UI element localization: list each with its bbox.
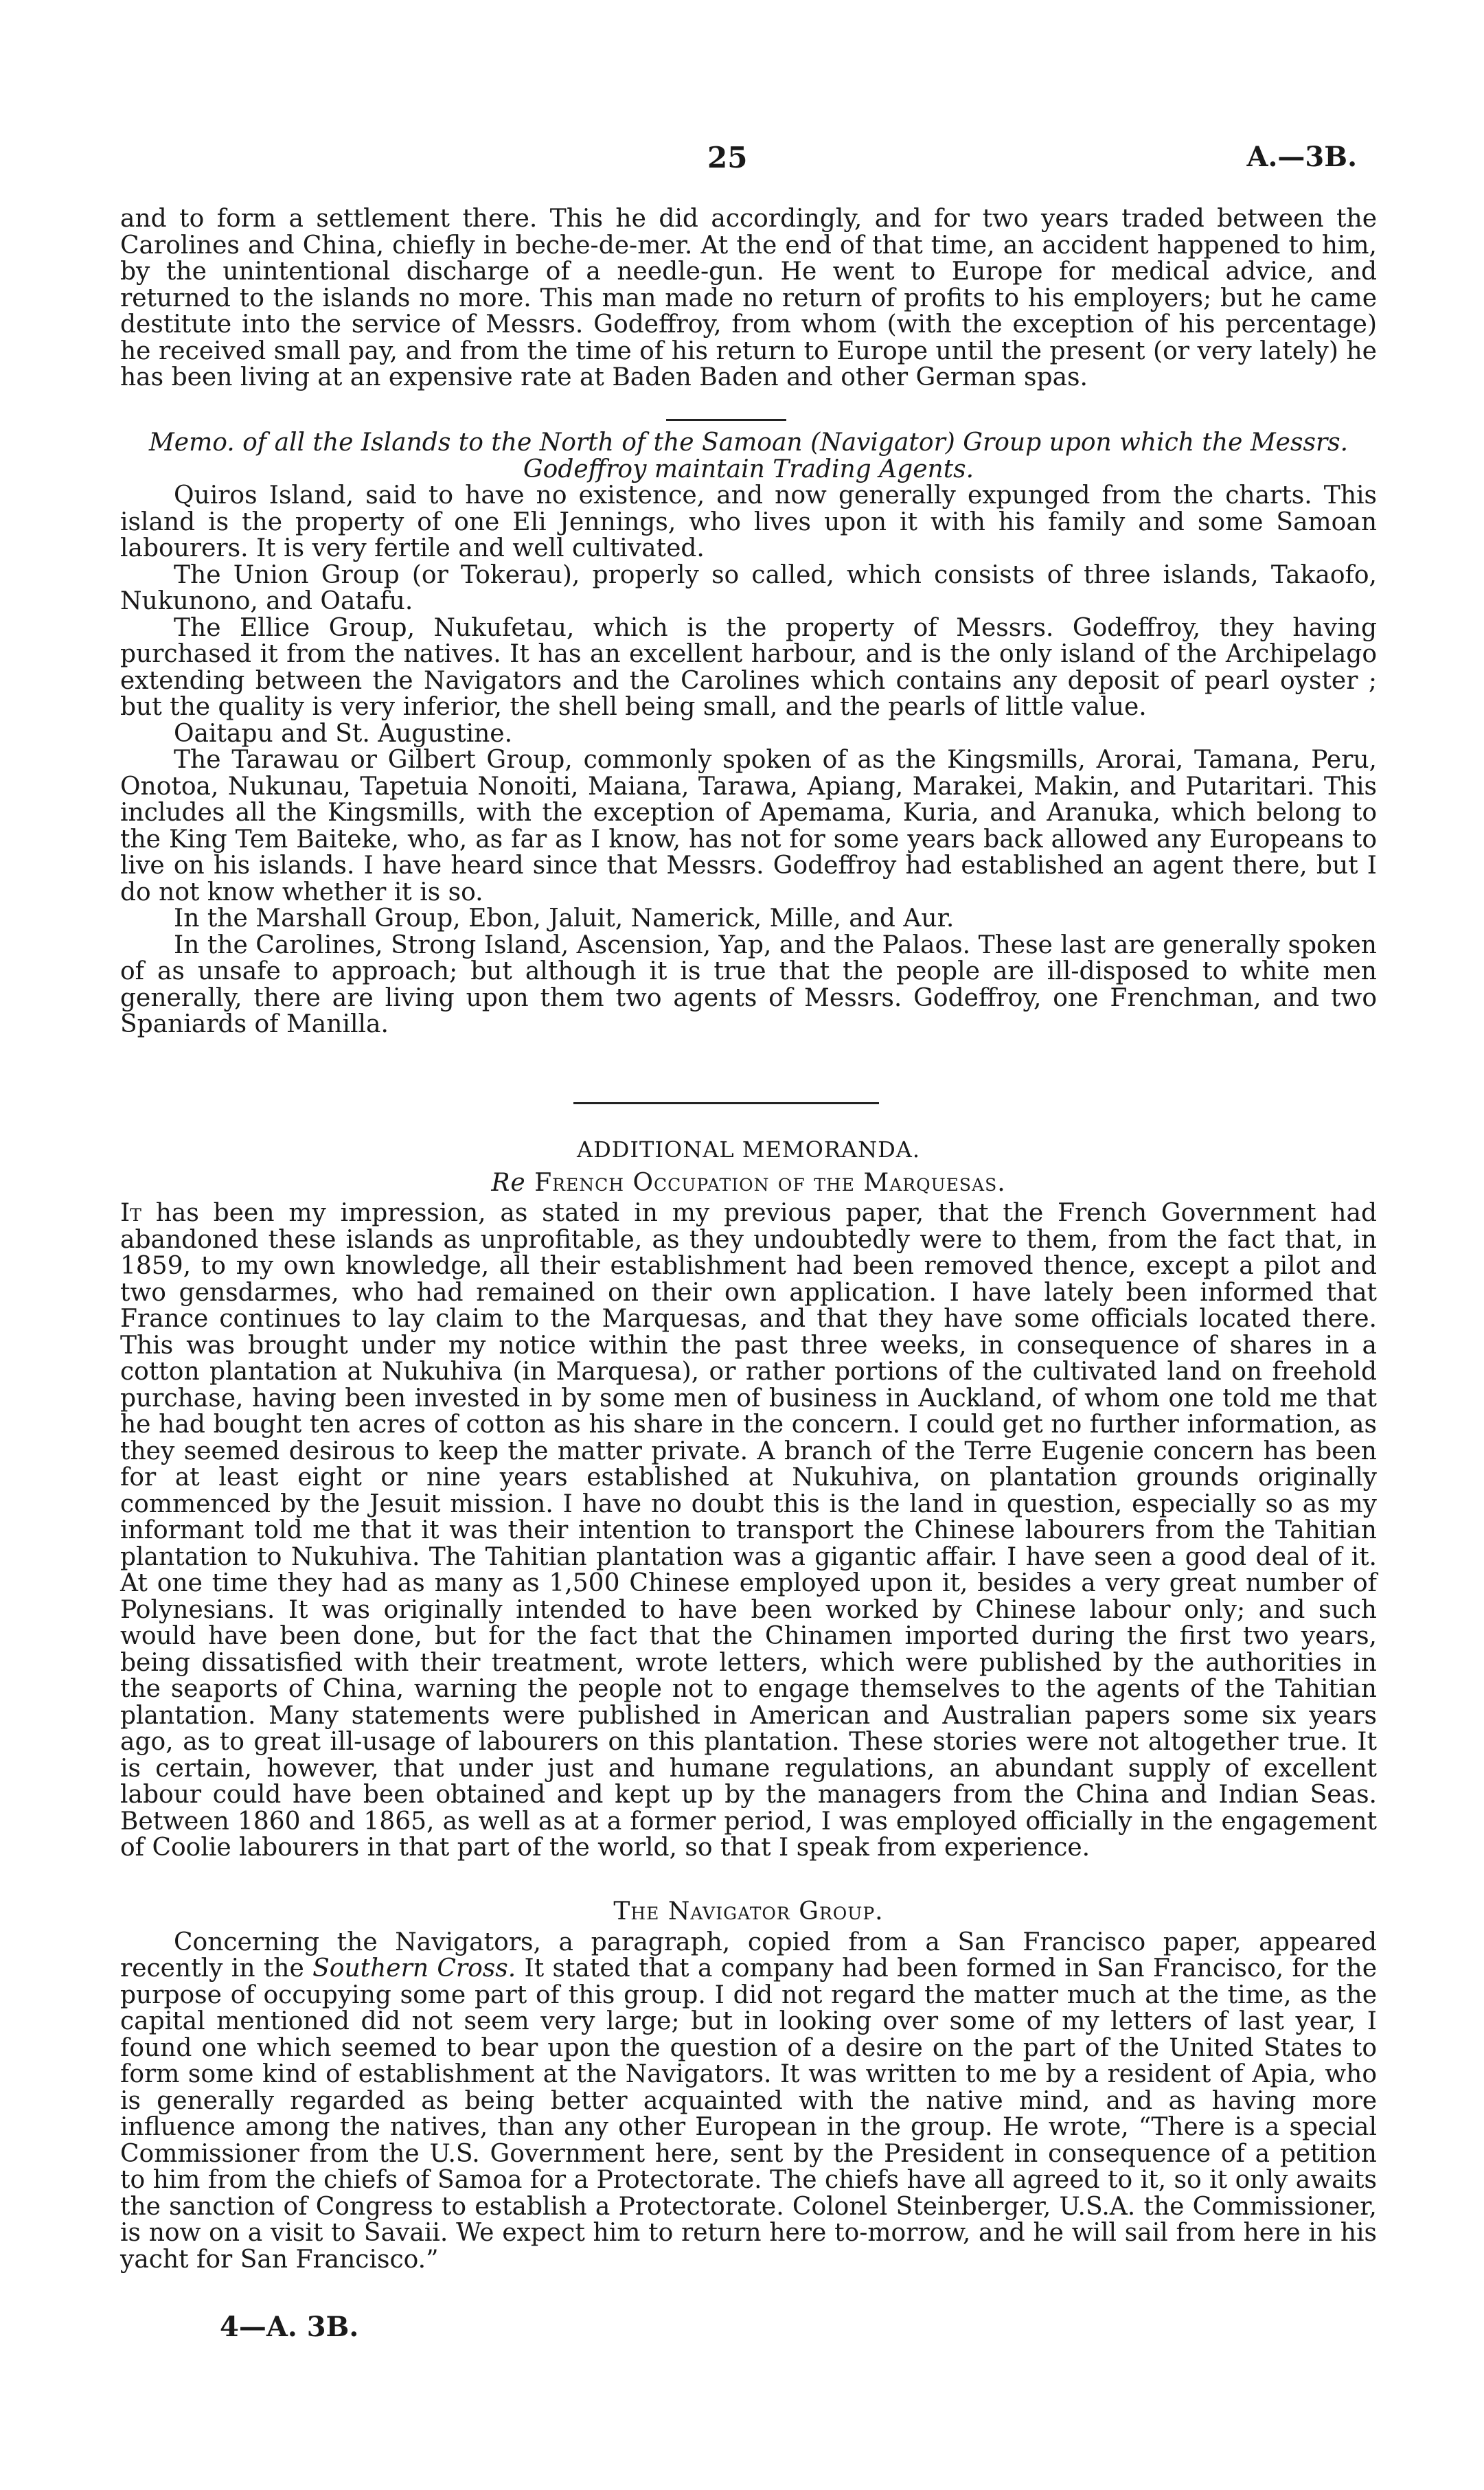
signature-mark: 4—A. 3B. <box>220 2311 359 2343</box>
intro-paragraph: and to form a settlement there. This he did accordingly, and for two years traded between the Carolines and China, chiefly in beche-de-mer. At the end of that time, an accident happened to him, by the unintentional discharge of a needle-gun. He went to Europe for medical advice, and returned to the islands no more. This man made no return of profits to his employers; but he came destitute into the service of Messrs. Godeffroy, from whom (with the exception of his percentage) he received small pay, and from the time of his return to Europe until the present (or very lately) he has been living at an expensive rate at Baden Baden and other German spas. <box>120 205 1377 391</box>
navigator-section <box>120 1899 1377 2273</box>
re-label: Re <box>491 1168 526 1197</box>
additional-memoranda-section <box>120 1137 1377 1862</box>
navigator-paragraph <box>120 1930 1377 2274</box>
memo-paragraph: The Ellice Group, Nukufetau, which is the property of Messrs. Godeffroy, they having purchased it from the natives. It has an excellent harbour, and is the only island of the Archipelago extending between the Navigators and the Carolines which contains any deposit of pearl oyster ; but the quality is very inferior, the shell being small, and the pearls of little value. <box>120 613 1377 721</box>
newspaper-title: Southern Cross. <box>312 1954 516 1983</box>
memo-paragraph: The Union Group (or Tokerau), properly so called, which consists of three islands, Takaofo, Nukunono, and Oatafu. <box>120 560 1377 615</box>
marquesas-subheading <box>120 1170 1377 1197</box>
intro-section <box>120 206 1377 391</box>
marquesas-subheading-text: French Occupation of the Marquesas. <box>534 1168 1006 1197</box>
memo-paragraph: Oaitapu and St. Augustine. <box>174 719 513 748</box>
marquesas-paragraph-text: has been my impression, as stated in my previous paper, that the French Government had abandoned these islands as unprofitable, as they undoubtedly were to them, from the fact that, in 1859, to my own knowledge, all their establishment had been removed thence, except a pilot and two gensdarmes, who had remained on their own application. I have lately been informed that France continues to lay claim to the Marquesas, and that they have some officials located there. This was brought under my notice within the past three weeks, in consequence of shares in a cotton plantation at Nukuhiva (in Marquesa), or rather portions of the cultivated land on freehold purchase, having been invested in by some men of business in Auckland, of whom one told me that he had bought ten acres of cotton as his share in the concern. I could get no further information, as they seemed desirous to keep the matter private. A branch of the Terre Eugenie concern has been for at least eight or nine years established at Nukuhiva, on plantation grounds originally commenced by the Jesuit mission. I have no doubt this is the land in question, especially so as my informant told me that it was their intention to transport the Chinese labourers from the Tahitian plantation to Nukuhiva. The Tahitian plantation was a gigantic affair. I have seen a good deal of it. At one time they had as many as 1,500 Chinese employed upon it, besides a very great number of Polynesians. It was originally intended to have been worked by Chinese labour only; and such would have been done, but for the fact that the Chinamen imported during the first two years, being dissatisfied with their treatment, wrote letters, which were published by the authorities in the seaports of China, warning the people not to engage themselves to the agents of the Tahitian plantation. Many statements were published in American and Australian papers some six years ago, as to great ill-usage of labourers on this plantation. These stories were not altogether true. It is certain, however, that under just and humane regulations, an abundant supply of excellent labour could have been obtained and kept up by the managers from the China and Indian Seas. Between 1860 and 1865, as well as at a former period, I was employed officially in the engagement of Coolie labourers in that part of the world, so that I speak from experience. <box>120 1199 1377 1862</box>
memo-paragraph: In the Marshall Group, Ebon, Jaluit, Namerick, Mille, and Aur. <box>174 904 955 933</box>
memo-paragraph: Quiros Island, said to have no existence, and now generally expunged from the charts. This island is the property of one Eli Jennings, who lives upon it with his family and some Samoan labourers. It is very fertile and well cultivated. <box>120 481 1377 562</box>
page-header <box>0 141 1484 182</box>
memo-paragraph: The Tarawau or Gilbert Group, commonly spoken of as the Kingsmills, Arorai, Tamana, Peru, Onotoa, Nukunau, Tapetuia Nonoiti, Maiana, Tarawa, Apiang, Marakei, Makin, and Putaritari. This includes all the Kingsmills, with the exception of Apemama, Kuria, and Aranuka, which belong to the King Tem Baiteke, who, as far as I know, has not for some years back allowed any Europeans to live on his islands. I have heard since that Messrs. Godeffroy had established an agent there, but I do not know whether it is so. <box>120 746 1377 906</box>
navigator-text-after: It stated that a company had been formed in San Francisco, for the purpose of occupying some part of this group. I did not regard the matter much at the time, as the capital mentioned did not seem very large; but in looking over some of my letters of last year, I found one which seemed to bear upon the question of a desire on the part of the United States to form some kind of establishment at the Navigators. It was written to me by a resident of Apia, who is generally regarded as being better acquainted with the native mind, and as having more influence among the natives, than any other European in the group. He wrote, “There is a special Commissioner from the U.S. Government here, sent by the President in consequence of a petition to him from the chiefs of Samoa for a Protectorate. The chiefs have all agreed to it, so it only awaits the sanction of Congress to establish a Protectorate. Colonel Steinberger, U.S.A. the Commissioner, is now on a visit to Savaii. We expect him to return here to-morrow, and he will sail from here in his yacht for San Francisco.” <box>120 1954 1377 2274</box>
memo-paragraph: In the Carolines, Strong Island, Ascension, Yap, and the Palaos. These last are generally spoken of as unsafe to approach; but although it is true that the people are ill-disposed to white men generally, there are living upon them two agents of Messrs. Godeffroy, one Frenchman, and two Spaniards of Manilla. <box>120 930 1377 1038</box>
additional-memoranda-heading: ADDITIONAL MEMORANDA. <box>576 1137 921 1163</box>
section-divider-short <box>666 419 786 421</box>
memo-title: Memo. of all the Islands to the North of the Samoan (Navigator) Group upon which the Messrs. Godeffroy maintain Trading Agents. <box>148 429 1349 483</box>
marquesas-paragraph <box>120 1200 1377 1862</box>
page-number: 25 <box>707 141 748 174</box>
marquesas-first-word: It <box>120 1199 141 1227</box>
navigator-heading: The Navigator Group. <box>613 1897 884 1926</box>
navigator-text-before: Concerning the Navigators, a paragraph, copied from a San Francisco paper, appeared recently in the <box>120 1928 1377 1983</box>
memo-section <box>120 429 1377 1038</box>
document-reference: A.—3B. <box>1246 141 1357 173</box>
section-divider-long <box>573 1102 879 1104</box>
